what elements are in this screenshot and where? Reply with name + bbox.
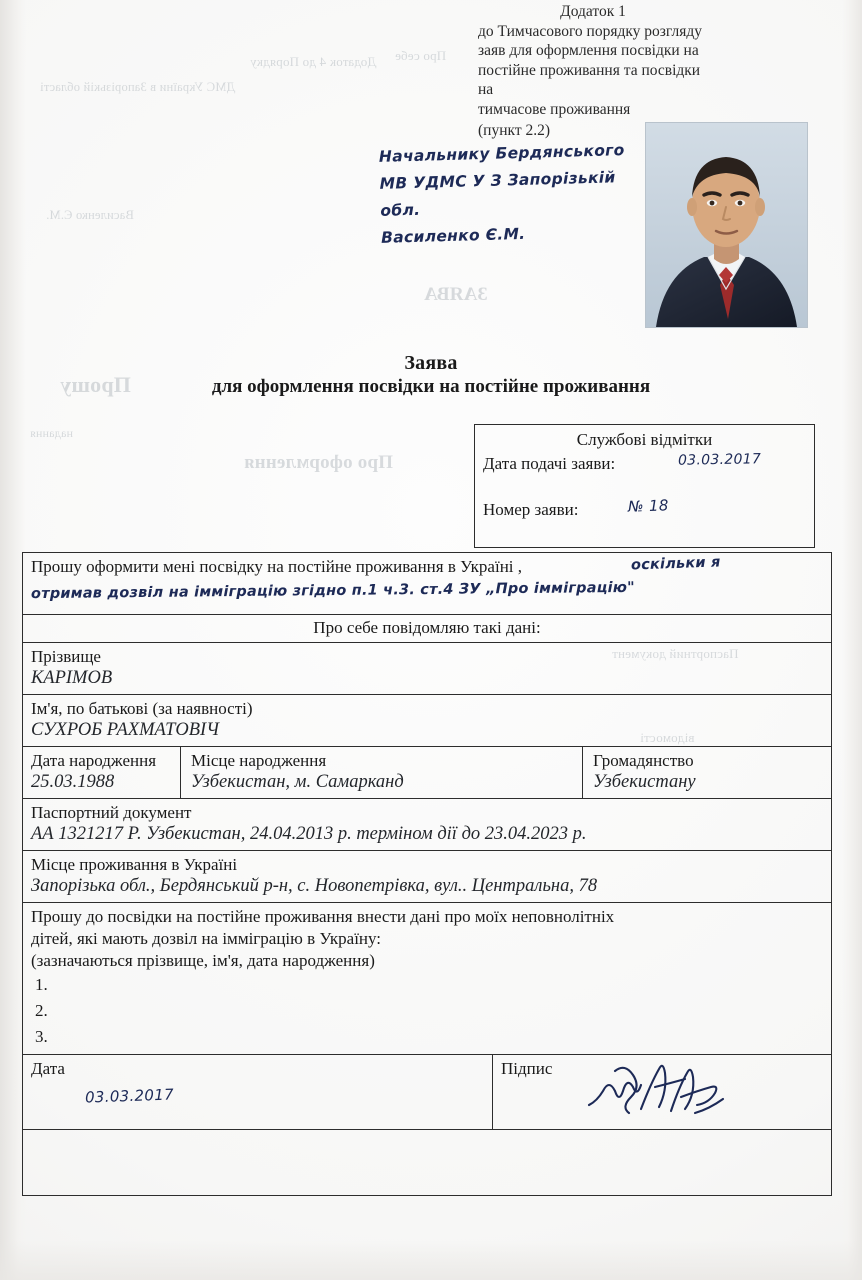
child-item-3: 3. bbox=[35, 1027, 48, 1046]
birth-date-value: 25.03.1988 bbox=[31, 772, 115, 792]
residence-row bbox=[23, 851, 831, 903]
page-title: Заява bbox=[404, 352, 458, 374]
birth-place-value: Узбекистан, м. Самарканд bbox=[191, 772, 404, 792]
signature-mark bbox=[585, 1061, 735, 1128]
header-line-1: до Тимчасового порядку розгляду bbox=[478, 22, 703, 40]
passport-value: АА 1321217 Р. Узбекистан, 24.04.2013 р. терміном дії до 23.04.2023 р. bbox=[31, 824, 587, 844]
header-clause: (пункт 2.2) bbox=[478, 122, 551, 139]
given-name-label: Ім'я, по батькові (за наявності) bbox=[31, 699, 253, 718]
request-handwritten-tail: оскільки я bbox=[630, 554, 721, 574]
application-date-label: Дата подачі заяви: bbox=[483, 454, 616, 473]
birth-date-cell bbox=[23, 747, 181, 798]
bleed-text: Додаток 4 до Порядку bbox=[250, 54, 377, 69]
signature-cell bbox=[493, 1055, 831, 1129]
date-label: Дата bbox=[31, 1059, 65, 1078]
service-marks-box bbox=[474, 424, 815, 548]
bleed-text: відомості bbox=[640, 730, 695, 745]
header-line-3: постійне проживання та посвідки на bbox=[478, 61, 701, 98]
header-line-4: тимчасове проживання bbox=[478, 100, 631, 118]
bleed-text: ДМС України в Запорізькій області bbox=[40, 80, 236, 94]
bleed-text: Василенко Є.М. bbox=[46, 208, 134, 222]
bleed-text: Про себе bbox=[395, 48, 447, 63]
date-value: 03.03.2017 bbox=[84, 1085, 175, 1107]
addressee-line-1: Начальнику Бердянського bbox=[378, 141, 625, 166]
bleed-text: ЗАЯВА bbox=[424, 284, 488, 305]
birth-date-label: Дата народження bbox=[31, 751, 157, 770]
children-line-2: дітей, які мають дозвіл на імміграцію в Україну: bbox=[31, 929, 382, 948]
citizenship-label: Громадянство bbox=[593, 751, 694, 770]
residence-value: Запорізька обл., Бердянський р-н, с. Новопетрівка, вул.. Центральна, 78 bbox=[31, 876, 598, 896]
header-line-2: заяв для оформлення посвідки на bbox=[478, 42, 699, 59]
application-number-row bbox=[483, 496, 814, 528]
child-item-1: 1. bbox=[35, 975, 48, 994]
surname-value: КАРІМОВ bbox=[31, 668, 113, 688]
document-header bbox=[478, 2, 708, 141]
addressee-line-2: МВ УДМС У З Запорізькій обл. bbox=[379, 168, 616, 220]
bleed-text: Про оформлення bbox=[244, 452, 394, 473]
residence-label: Місце проживання в Україні bbox=[31, 855, 238, 874]
service-marks-title: Службові відмітки bbox=[576, 430, 713, 449]
date-signature-row bbox=[23, 1055, 831, 1130]
passport-row bbox=[23, 799, 831, 851]
citizenship-value: Узбекистану bbox=[593, 772, 696, 792]
bleed-text: Прошу bbox=[60, 372, 131, 397]
page-subtitle: для оформлення посвідки на постійне проживання bbox=[211, 376, 651, 397]
signature-label: Підпис bbox=[501, 1059, 553, 1078]
citizenship-cell bbox=[583, 747, 831, 798]
surname-label: Прізвище bbox=[31, 647, 101, 666]
children-line-1: Прошу до посвідки на постійне проживання внести дані про моїх неповнолітніх bbox=[31, 907, 615, 926]
application-form-table bbox=[22, 552, 832, 1196]
request-row bbox=[23, 553, 831, 615]
date-cell bbox=[23, 1055, 493, 1129]
application-number-value: № 18 bbox=[627, 496, 669, 516]
application-date-value: 03.03.2017 bbox=[677, 451, 762, 469]
bleed-text: Паспортний документ bbox=[612, 646, 739, 661]
birth-place-label: Місце народження bbox=[191, 751, 327, 770]
child-item-2: 2. bbox=[35, 1001, 48, 1020]
about-self-row: Про себе повідомляю такі дані: bbox=[23, 615, 831, 643]
request-printed-text: Прошу оформити мені посвідку на постійне проживання в Україні , bbox=[31, 557, 523, 576]
application-number-label: Номер заяви: bbox=[483, 500, 579, 519]
birth-place-cell bbox=[181, 747, 583, 798]
children-line-3: (зазначаються прізвище, ім'я, дата народження) bbox=[31, 951, 375, 970]
given-name-value: СУХРОБ РАХМАТОВІЧ bbox=[31, 720, 219, 740]
children-declaration-row bbox=[23, 903, 831, 1055]
request-handwritten-line-2: отримав дозвіл на імміграцію згідно п.1 ч.3. ст.4 ЗУ „Про імміграцію" bbox=[30, 579, 635, 603]
annex-label: Додаток 1 bbox=[560, 3, 626, 20]
application-date-row bbox=[483, 451, 814, 482]
addressee-line-3: Василенко Є.М. bbox=[380, 224, 526, 247]
passport-label: Паспортний документ bbox=[31, 803, 192, 822]
blank-bottom-row bbox=[23, 1130, 831, 1196]
addressee-handwritten bbox=[379, 136, 662, 252]
bleed-text: надання bbox=[30, 426, 73, 440]
birth-citizenship-row bbox=[23, 747, 831, 799]
surname-row bbox=[23, 643, 831, 695]
applicant-photo bbox=[645, 122, 808, 328]
given-name-row bbox=[23, 695, 831, 747]
